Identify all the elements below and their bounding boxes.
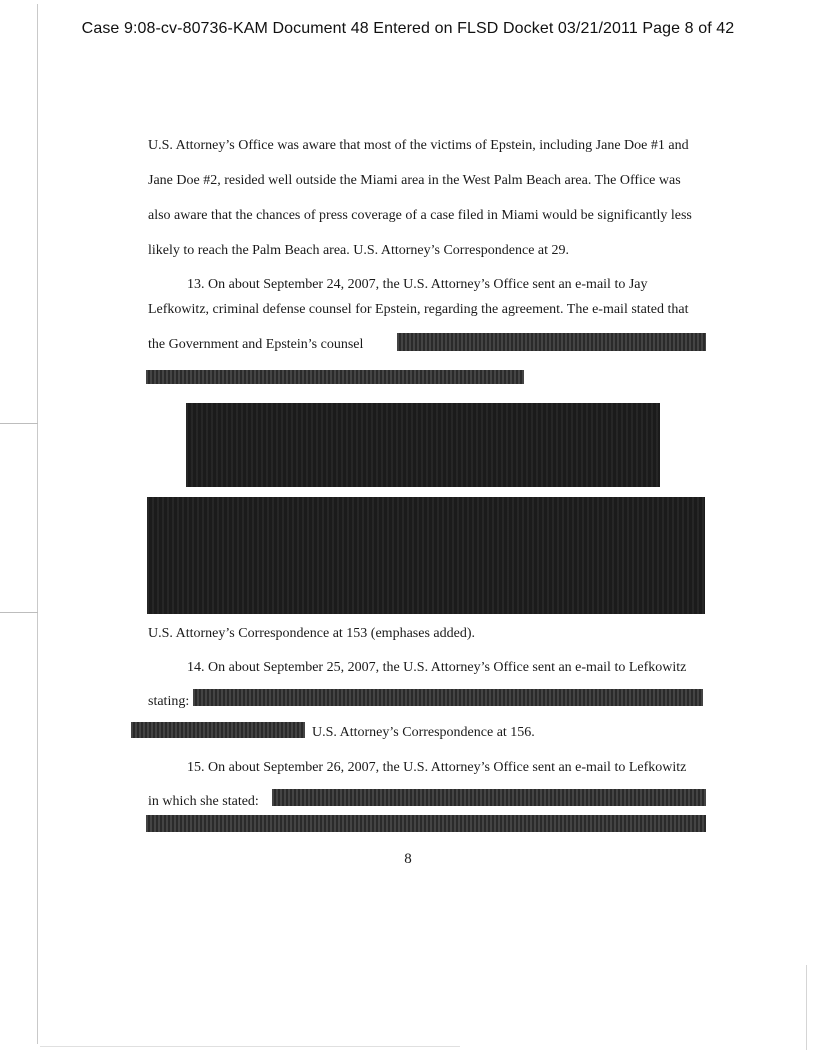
redaction-bar [397, 333, 706, 351]
bottom-edge-rule [40, 1046, 460, 1047]
text-line: stating: [148, 694, 190, 709]
redaction-bar [131, 722, 305, 738]
text-line: in which she stated: [148, 794, 259, 809]
text-line: also aware that the chances of press coverage of a case filed in Miami would be significantly less [148, 208, 692, 223]
text-line: U.S. Attorney’s Office was aware that most of the victims of Epstein, including Jane Doe #1 and [148, 138, 689, 153]
text-line: U.S. Attorney’s Correspondence at 153 (emphases added). [148, 626, 475, 641]
margin-tick-bottom [0, 612, 38, 613]
redaction-bar [193, 689, 703, 706]
text-line: Jane Doe #2, resided well outside the Miami area in the West Palm Beach area. The Office was [148, 173, 681, 188]
text-line: the Government and Epstein’s counsel [148, 337, 364, 352]
text-line: Lefkowitz, criminal defense counsel for Epstein, regarding the agreement. The e-mail stated that [148, 302, 689, 317]
left-margin-rule [37, 4, 38, 1044]
margin-tick-top [0, 423, 38, 424]
redaction-bar [146, 370, 524, 384]
page-number: 8 [404, 851, 412, 867]
redaction-block [147, 497, 705, 614]
redaction-block [186, 403, 660, 487]
text-line: 14. On about September 25, 2007, the U.S. Attorney’s Office sent an e-mail to Lefkowitz [187, 660, 687, 675]
right-edge-rule [806, 965, 807, 1050]
page-header: Case 9:08-cv-80736-KAM Document 48 Entered on FLSD Docket 03/21/2011 Page 8 of 42 [81, 20, 735, 37]
text-line: U.S. Attorney’s Correspondence at 156. [312, 725, 535, 740]
text-line: likely to reach the Palm Beach area. U.S. Attorney’s Correspondence at 29. [148, 243, 570, 258]
text-line: 13. On about September 24, 2007, the U.S. Attorney’s Office sent an e-mail to Jay [187, 277, 648, 292]
text-line: 15. On about September 26, 2007, the U.S. Attorney’s Office sent an e-mail to Lefkowitz [187, 760, 687, 775]
redaction-bar [146, 815, 706, 832]
redaction-bar [272, 789, 706, 806]
